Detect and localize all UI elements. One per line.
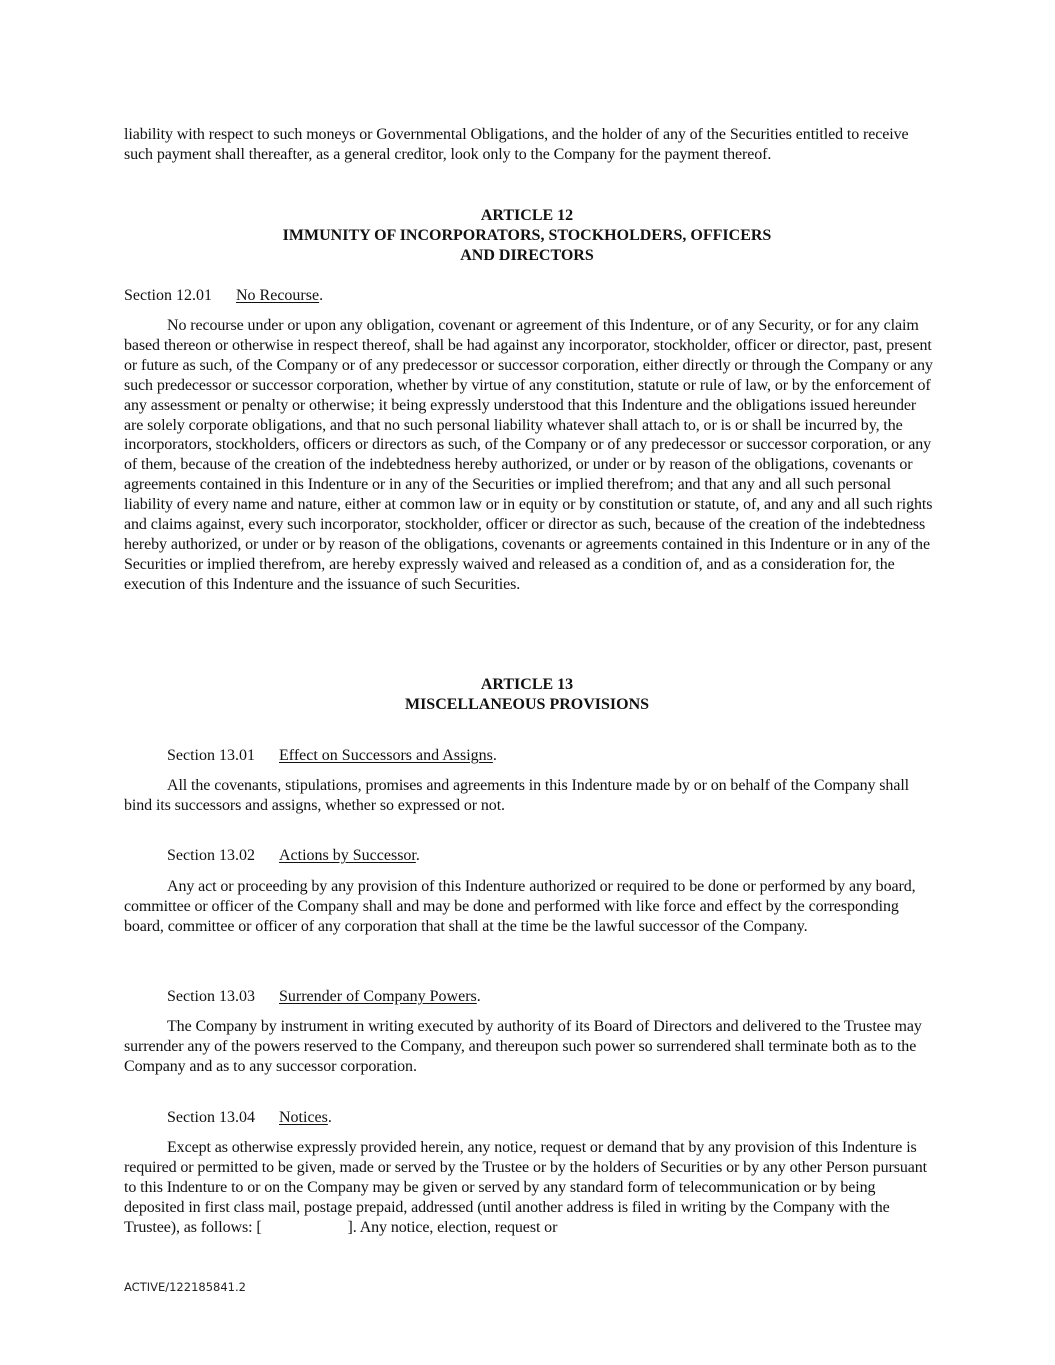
- section-number: Section 13.01: [167, 747, 255, 764]
- article-13-heading: [124, 675, 930, 715]
- section-title-period: .: [476, 988, 481, 1005]
- section-13-04-body: [124, 1138, 936, 1238]
- section-title: Effect on Successors and Assigns: [279, 747, 493, 764]
- section-title-period: .: [327, 1109, 332, 1126]
- article-12-number: ARTICLE 12: [480, 207, 574, 224]
- section-13-01-heading: [167, 746, 497, 766]
- section-title-period: .: [415, 847, 420, 864]
- article-12-title-line2: AND DIRECTORS: [460, 247, 594, 264]
- section-13-01-body: All the covenants, stipulations, promises and agreements in this Indenture made by or on behalf of the Company shall bind its successors and assigns, whether so expressed or not.: [124, 777, 910, 814]
- article-12-title-line1: IMMUNITY OF INCORPORATORS, STOCKHOLDERS, OFFICERS: [282, 227, 772, 244]
- section-title: No Recourse: [236, 287, 320, 304]
- notice-text-before-blank: Except as otherwise expressly provided herein, any notice, request or demand that by any provision of this Indenture is required or permitted to be given, made or served by the Trustee or by the holders of Securities or by any other Person pursuant to this Indenture to or on the Company may be given or served by any standard form of telecommunication or by being deposited in first class mail, postage prepaid, addressed (until another address is filed in writing by the Company with the Trustee), as follows: [: [124, 1139, 928, 1236]
- article-13-title-line1: MISCELLANEOUS PROVISIONS: [404, 696, 650, 713]
- section-12-01-body: No recourse under or upon any obligation, covenant or agreement of this Indenture, or of any Security, or for any claim based thereon or otherwise in respect thereof, shall be had against any incorporator, stockholder, officer or director, past, present or future as such, of the Company or of any predecessor or successor corporation, either directly or through the Company or any such predecessor or successor corporation, whether by virtue of any constitution, statute or rule of law, or by the enforcement of any assessment or penalty or otherwise; it being expressly understood that this Indenture and the obligations issued hereunder are solely corporate obligations, and that no such personal liability whatever shall attach to, or is or shall be incurred by, the incorporators, stockholders, officers or directors as such, of the Company or of any predecessor or successor corporation, or any of them, because of the creation of the indebtedness hereby authorized, or under or by reason of the obligations, covenants or agreements contained in this Indenture or in any of the Securities or implied therefrom; and that any and all such personal liability of every name and nature, either at common law or in equity or by constitution or statute, of, and any and all such rights and claims against, every such incorporator, stockholder, officer or director as such, because of the creation of the indebtedness hereby authorized, or under or by reason of the obligations, covenants or agreements contained in this Indenture or in any of the Securities or implied therefrom, are hereby expressly waived and released as a condition of, and as a consideration for, the execution of this Indenture and the issuance of such Securities.: [124, 317, 933, 593]
- section-13-03-body: The Company by instrument in writing executed by authority of its Board of Directors and delivered to the Trustee may surrender any of the powers reserved to the Company, and thereupon such power so surrendered shall terminate both as to the Company and as to any successor corporation.: [124, 1018, 922, 1075]
- section-number: Section 13.03: [167, 988, 255, 1005]
- section-title: Actions by Successor: [279, 847, 416, 864]
- document-id-footer: ACTIVE/122185841.2: [124, 1280, 246, 1294]
- section-number: Section 13.04: [167, 1109, 255, 1126]
- section-title: Notices: [279, 1109, 328, 1126]
- section-number: Section 12.01: [124, 287, 212, 304]
- section-13-03-heading: [167, 987, 481, 1007]
- notice-text-after-blank: ]. Any notice, election, request or: [347, 1218, 558, 1236]
- section-13-02-body: Any act or proceeding by any provision of this Indenture authorized or required to be done or performed by any board, committee or officer of the Company shall and may be done and performed with like force and effect by the corresponding board, committee or officer of any corporation that shall at the time be the lawful successor of the Company.: [124, 878, 916, 935]
- section-title-period: .: [319, 287, 324, 304]
- section-number: Section 13.02: [167, 847, 255, 864]
- section-title-period: .: [492, 747, 497, 764]
- section-12-01-heading: [124, 286, 323, 306]
- carryover-paragraph: liability with respect to such moneys or Governmental Obligations, and the holder of any of the Securities entitled to receive such payment shall thereafter, as a general creditor, look only to the Company for the payment thereof.: [124, 126, 909, 163]
- article-12-heading: [124, 206, 930, 266]
- section-title: Surrender of Company Powers: [279, 988, 477, 1005]
- section-13-02-heading: [167, 846, 420, 866]
- section-13-04-heading: [167, 1108, 332, 1128]
- article-13-number: ARTICLE 13: [480, 676, 574, 693]
